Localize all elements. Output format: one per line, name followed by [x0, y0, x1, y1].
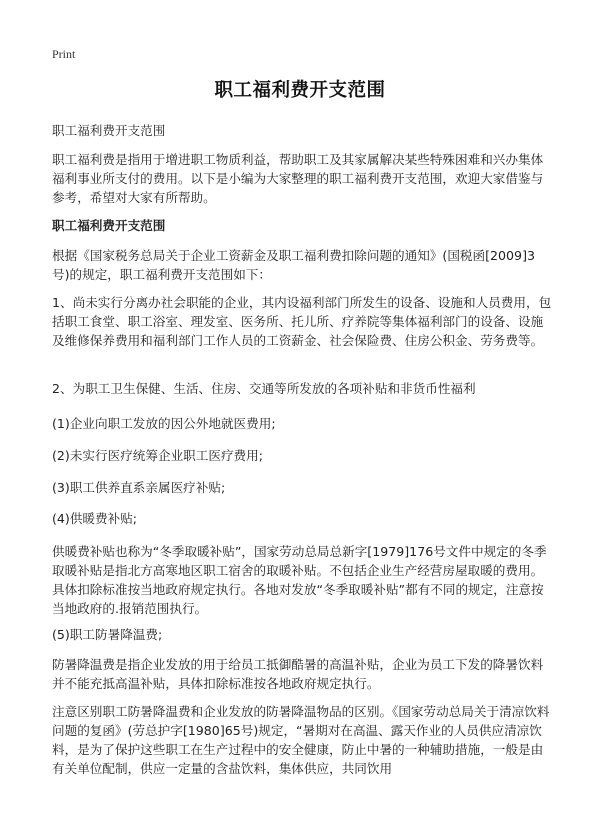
subitem-5: (5)职工防暑降温费;	[52, 627, 163, 642]
print-label: Print	[52, 47, 76, 61]
basis-paragraph: 根据《国家税务总局关于企业工资薪金及职工福利费扣除问题的通知》(国税函[2009]3号)的规定，职工福利费开支范围如下：	[52, 248, 535, 282]
subitem-2: (2)未实行医疗统筹企业职工医疗费用;	[52, 448, 263, 463]
item-2-paragraph: 2、为职工卫生保健、生活、住房、交通等所发放的各项补贴和非货币性福利	[52, 381, 476, 396]
subitem-4: (4)供暖费补贴;	[52, 511, 138, 526]
item-1-paragraph: 1、尚未实行分离办社会职能的企业，其内设福利部门所发生的设备、设施和人员费用，包括职工食堂、职工浴室、理发室、医务所、托儿所、疗养院等集体福利部门的设备、设施及维修保养费用和福利部门工作人员的工资薪金、社会保险费、住房公积金、劳务费等。	[52, 295, 552, 348]
cooling-distinction-paragraph: 注意区别职工防暑降温费和企业发放的防暑降温物品的区别。《国家劳动总局关于清凉饮料问题的复函》(劳总护字[1980]65号)规定，“暑期对在高温、露天作业的人员供应清凉饮料，是为了保护这些职工在生产过程中的安全健康，防止中暑的一种辅助措施，一般是由有关单位配制，供应一定量的含盐饮料，集体供应，共同饮用	[52, 704, 550, 776]
section-heading: 职工福利费开支范围	[52, 218, 166, 233]
cooling-fee-paragraph: 防暑降温费是指企业发放的用于给员工抵御酷暑的高温补贴，企业为员工下发的降暑饮料并不能充抵高温补贴，具体扣除标准按各地政府规定执行。	[52, 657, 544, 691]
subitem-1: (1)企业向职工发放的因公外地就医费用;	[52, 416, 276, 431]
heating-subsidy-paragraph: 供暖费补贴也称为“冬季取暖补贴”，国家劳动总局总新字[1979]176号文件中规定的冬季取暖补贴是指北方高寒地区职工宿舍的取暖补贴。不包括企业生产经营房屋取暖的费用。具体扣除标准按当地政府规定执行。各地对发放“冬季取暖补贴”都有不同的规定，注意按当地政府的.报销范围执行。	[52, 544, 547, 616]
subitem-3: (3)职工供养直系亲属医疗补贴;	[52, 480, 226, 495]
document-title: 职工福利费开支范围	[214, 80, 386, 101]
intro-paragraph: 职工福利费是指用于增进职工物质利益，帮助职工及其家属解决某些特殊困难和兴办集体福利事业所支付的费用。以下是小编为大家整理的职工福利费开支范围，欢迎大家借鉴与参考，希望对大家有所帮助。	[52, 152, 544, 205]
subtitle-paragraph: 职工福利费开支范围	[52, 123, 166, 138]
